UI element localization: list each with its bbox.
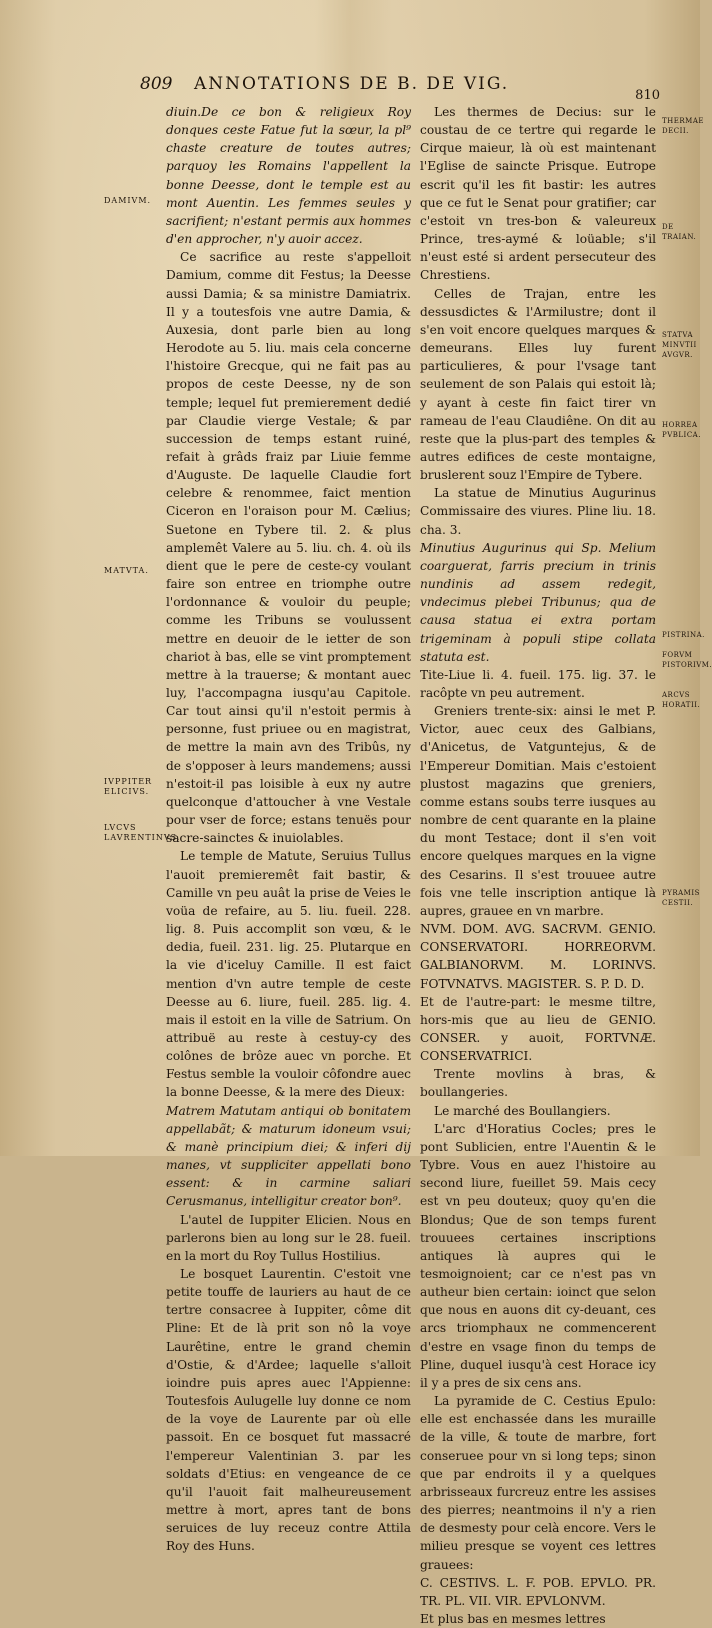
paragraph: Et plus bas en mesmes lettres bbox=[420, 1611, 606, 1626]
margin-note: LVCVS LAVRENTINVS. bbox=[104, 823, 181, 842]
paragraph: Les thermes de Decius: sur le coustau de ce tertre qui regarde le Cirque maieur, là où est maintenant l'Eglise de saincte Prisque. Eutrope escrit qu'il les fit bastir: les autres que ce fut le Senat pour gratifier; car c'estoit vn tres-bon & valeureux Prince, tres-aymé & loüable; s'il n'eust esté si ardent persecuteur des Chrestiens. bbox=[420, 105, 656, 283]
paragraph: Le marché des Boullangiers. bbox=[434, 1103, 611, 1118]
paragraph: Ce sacrifice au reste s'appelloit Damium, comme dit Festus; la Deesse aussi Damia; & sa ministre Damiatrix. Il y a toutesfois vne autre Damia, & Auxesia, dont parle bien au long Herodote au 5. liu. mais cela concerne l'histoire Grecque, qui ne fait pas au propos de ceste Deesse, ny de son temple; lequel fut premierement dedié par Claudie vierge Vestale; & par succession de temps estant ruiné, refait à grâds fraiz par Liuie femme d'Auguste. De laquelle Claudie fort celebre & renommee, faict mention Ciceron en l'oraison pour M. Cælius; Suetone en Tybere til. 2. & plus amplemêt Valere au 5. liu. ch. 4. où ils dient que le pere de ceste-cy voulant faire son entree en triomphe outre l'ordonnance & vouloir du peuple; comme les Tribuns se voulussent mettre en deuoir de le ietter de son chariot à bas, elle se vint promptement mettre à la trauerse; & montant auec luy, l'accompagna iusqu'au Capitole. Car tout ainsi qu'il n'estoit permis à personne, fust priuee ou en magistrat, de mettre la main avn des Tribûs, ny de s'opposer à leurs mandemens; aussi n'estoit-il pas loisible à eux ny autre quelconque d'attoucher à vne Vestale pour vser de force; estans tenuës pour sacre-sainctes & inuiolables. bbox=[166, 250, 411, 846]
page-number-right: 810 bbox=[635, 88, 660, 103]
margin-note: DAMIVM. bbox=[104, 196, 152, 205]
margin-note: MATVTA. bbox=[104, 566, 149, 575]
page-number-left: 809 bbox=[140, 74, 173, 94]
margin-note: STATVA MINVTII AVGVR. bbox=[662, 331, 697, 359]
margin-note: THERMAE DECII. bbox=[662, 117, 704, 135]
margin-note: DE TRAIAN. bbox=[662, 223, 697, 241]
margin-note: HORREA PVBLICA. bbox=[662, 421, 701, 439]
paragraph: L'autel de Iuppiter Elicien. Nous en parlerons bien au long sur le 28. fueil. en la mort du Roy Tullus Hostilius. bbox=[166, 1212, 411, 1263]
paragraph: Tite-Liue li. 4. fueil. 175. lig. 37. le racôpte vn peu autrement. bbox=[420, 667, 656, 700]
paragraph: La statue de Minutius Augurinus Commissaire des viures. Pline liu. 18. cha. 3. bbox=[420, 486, 656, 537]
margin-note: PISTRINA. bbox=[662, 631, 705, 639]
margin-note: IVPPITER ELICIVS. bbox=[104, 777, 153, 796]
right-column bbox=[420, 103, 656, 1628]
paragraph: diuin.De ce bon & religieux Roy donques ceste Fatue fut la sœur, la pl⁹ chaste creature de toutes autres; parquoy les Romains l'appellent la bonne Deesse, dont le temple est au mont Auentin. Les femmes seules y sacrifient; n'estant permis aux hommes d'en approcher, n'y auoir accez. bbox=[166, 105, 411, 247]
paragraph: Greniers trente-six: ainsi le met P. Victor, auec ceux des Galbians, d'Anicetus, de Vatguntejus, & de l'Empereur Domitian. Mais c'estoient plustost magazins que greniers, comme estans soubs terre iusques au nombre de cent quarante en la plaine du mont Testace; dont il s'en voit encore quelques marques en la vigne des Cesarins. Il s'est trouuee autre fois vne telle inscription antique là aupres, grauee en vn marbre. bbox=[420, 704, 656, 918]
inscription: C. CESTIVS. L. F. POB. EPVLO. PR. TR. PL. VII. VIR. EPVLONVM. bbox=[420, 1575, 656, 1608]
margin-note: PYRAMIS CESTII. bbox=[662, 889, 700, 907]
inscription: NVM. DOM. AVG. SACRVM. GENIO. CONSERVATORI. HORREORVM. GALBIANORVM. M. LORINVS. FOTVNATVS. MAGISTER. S. P. D. D. bbox=[420, 922, 656, 991]
latin-quote: Minutius Augurinus qui Sp. Melium coarguerat, farris precium in trinis nundinis ad assem redegit, vndecimus plebei Tribunus; qua de causa statua ei extra portam trigeminam à populi stipe collata statuta est. bbox=[420, 540, 656, 664]
paragraph: L'arc d'Horatius Cocles; pres le pont Sublicien, entre l'Auentin & le Tybre. Vous en auez l'histoire au second liure, fueillet 59. Mais cecy est vn peu douteux; quoy qu'en die Blondus; Que de son temps furent trouuees certaines inscriptions antiques là aupres qui le tesmoignoient; car ce n'est pas vn autheur bien certain: ioinct que selon que nous en auons dit cy-deuant, ces arcs triomphaux ne commencerent d'estre en vsage finon du temps de Pline, duquel iusqu'à cest Horace icy il y a pres de six cens ans. bbox=[420, 1121, 656, 1390]
left-column bbox=[166, 103, 411, 1556]
paragraph: Trente movlins à bras, & boullangeries. bbox=[420, 1067, 656, 1100]
paragraph: Et de l'autre-part: le mesme tiltre, hors-mis que au lieu de GENIO. CONSER. y auoit, FORTVNÆ. CONSERVATRICI. bbox=[420, 994, 656, 1064]
margin-note: FORVM PISTORIVM. bbox=[662, 651, 712, 669]
latin-quote: Matrem Matutam antiqui ob bonitatem appellabãt; & maturum idoneum vsui; & manè principium diei; & inferi dij manes, vt suppliciter appellati bono essent: & in carmine saliari Cerusmanus, intelligitur creator bon⁹. bbox=[166, 1103, 411, 1209]
paragraph: Le temple de Matute, Seruius Tullus l'auoit premieremêt fait bastir, & Camille vn peu auât la prise de Veies le voüa de refaire, au 5. liu. fueil. 228. lig. 8. Puis accomplit son vœu, & le dedia, fueil. 231. lig. 25. Plutarque en la vie d'iceluy Camille. Il est faict mention d'vn autre temple de ceste Deesse au 6. liure, fueil. 285. lig. 4. mais il estoit en la ville de Satrium. On attribuë au reste à cestuy-cy des colônes de brôze auec vn porche. Et Festus semble la vouloir côfondre auec la bonne Deesse, & la mere des Dieux: bbox=[166, 849, 411, 1100]
running-title: ANNOTATIONS DE B. DE VIG. bbox=[194, 74, 510, 94]
page-header bbox=[140, 74, 660, 103]
paragraph: Celles de Trajan, entre les dessusdictes & l'Armilustre; dont il s'en voit encore quelques marques & demeurans. Elles luy furent particulieres, & pour l'vsage tant seulement de son Palais qui estoit là; y ayant à ceste fin faict tirer vn rameau de l'eau Claudiêne. On dit au reste que la plus-part des temples & autres edifices de ceste montaigne, bruslerent souz l'Empire de Tybere. bbox=[420, 286, 656, 483]
paragraph: Le bosquet Laurentin. C'estoit vne petite touffe de lauriers au haut de ce tertre consacree à Iuppiter, côme dit Pline: Et de là prit son nô la voye Laurêtine, entre le grand chemin d'Ostie, & d'Ardee; laquelle s'alloit ioindre puis apres auec l'Appienne: Toutesfois Aulugelle luy donne ce nom de la voye de Laurente par où elle passoit. En ce bosquet fut massacré l'empereur Valentinian 3. par les soldats d'Etius: en vengeance de ce qu'il l'auoit fait malheureusement mettre à mort, apres tant de bons seruices de luy receuz contre Attila Roy des Huns. bbox=[166, 1267, 411, 1554]
margin-note: ARCVS HORATII. bbox=[662, 691, 701, 709]
paragraph: La pyramide de C. Cestius Epulo: elle est enchassée dans les muraille de la ville, & toute de marbre, fort conseruee pour vn si long teps; sinon que par endroits il y a quelques arbrisseaux furcreuz entre les assises des pierres; neantmoins il n'y a rien de desmesty pour celà encore. Vers le milieu presque se voyent ces lettres grauees: bbox=[420, 1394, 656, 1572]
